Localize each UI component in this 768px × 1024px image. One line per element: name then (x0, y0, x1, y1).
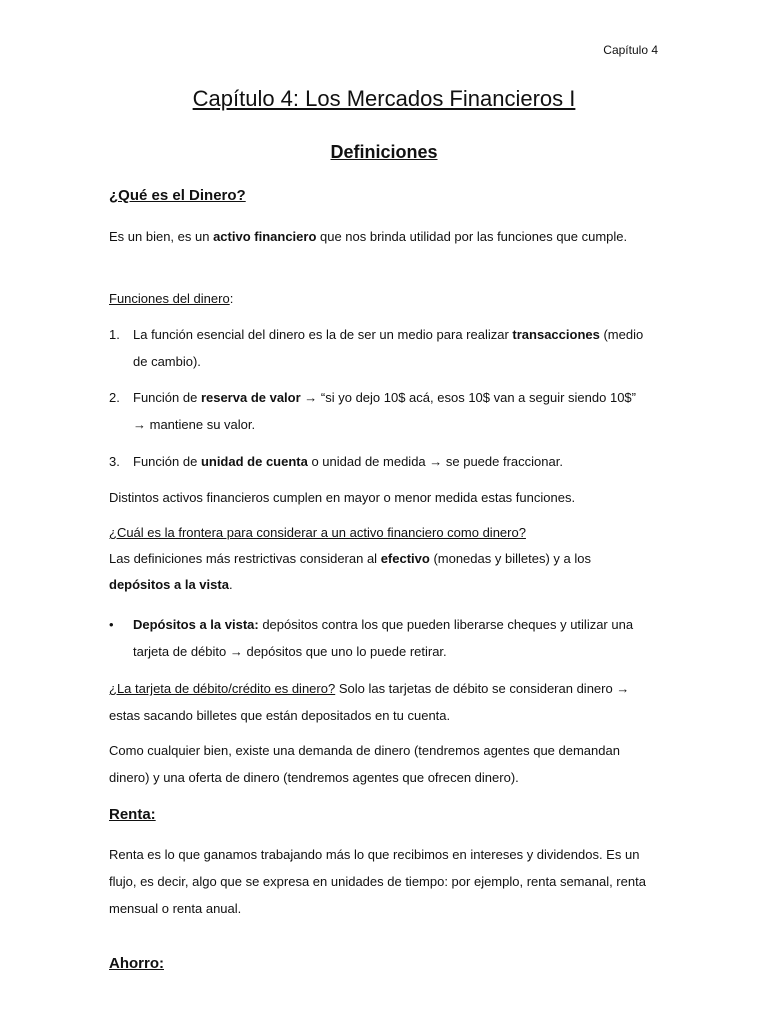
underlined-question: ¿La tarjeta de débito/crédito es dinero? (109, 681, 336, 696)
bold-term: activo financiero (213, 229, 317, 244)
list-number: 3. (109, 454, 120, 469)
text-run: Función de (133, 454, 201, 469)
paragraph-renta: Renta es lo que ganamos trabajando más lo que recibimos en intereses y dividendos. Es un flujo, es decir, algo que se expresa en unidades de tiempo: por ejemplo, renta semanal, renta mensual o renta anual. (109, 847, 646, 916)
list-number: 1. (109, 327, 120, 342)
bold-term: depósitos a la vista (109, 577, 229, 592)
bold-term: transacciones (512, 327, 600, 342)
underlined-question: ¿Cuál es la frontera para considerar a un activo financiero como dinero? (109, 525, 526, 540)
page-title: Capítulo 4: Los Mercados Financieros I (192, 86, 576, 111)
text-run: (medio de cambio). (133, 327, 644, 369)
bold-term: reserva de valor (200, 390, 301, 405)
paragraph-activos: Distintos activos financieros cumplen en mayor o menor medida estas funciones. (109, 490, 576, 505)
heading-que-es-dinero: ¿Qué es el Dinero? (109, 187, 246, 204)
text-run: (monedas y billetes) y a los (429, 551, 591, 566)
text-run: que nos brinda utilidad por las funciones que cumple. (316, 229, 628, 244)
list-item-2 (109, 384, 649, 438)
bold-term: Depósitos a la vista: (133, 617, 259, 632)
text-run: → “si yo dejo 10$ acá, esos 10$ van a seguir siendo 10$” → mantiene su valor. (133, 390, 636, 432)
text-run: Es un bien, es un (109, 229, 214, 244)
text-run: Función de (133, 390, 201, 405)
paragraph-demanda-oferta: Como cualquier bien, existe una demanda de dinero (tendremos agentes que demandan dinero) y una oferta de dinero (tendremos agentes que ofrecen dinero). (109, 743, 620, 785)
paragraph-definicion-dinero (109, 223, 649, 250)
list-number: 2. (109, 390, 120, 405)
section-subtitle: Definiciones (330, 142, 438, 162)
bullet-item-depositos (109, 611, 649, 665)
text-run: Las definiciones más restrictivas consideran al (109, 551, 381, 566)
bold-term: efectivo (380, 551, 430, 566)
heading-renta: Renta: (109, 806, 156, 823)
paragraph-frontera (109, 520, 649, 598)
running-header: Capítulo 4 (603, 43, 658, 57)
text-run: : (229, 291, 234, 306)
text-run: o unidad de medida → se puede fraccionar. (307, 454, 563, 469)
underlined-label: Funciones del dinero (109, 291, 230, 306)
bullet-icon: • (109, 617, 114, 632)
text-run: La función esencial del dinero es la de ser un medio para realizar (133, 327, 513, 342)
funciones-label (109, 285, 649, 312)
list-item-3 (109, 448, 649, 475)
bold-term: unidad de cuenta (200, 454, 308, 469)
heading-ahorro: Ahorro: (109, 955, 164, 972)
text-run: depósitos contra los que pueden liberarse cheques y utilizar una tarjeta de débito → depósitos que uno lo puede retirar. (133, 617, 634, 659)
list-item-1 (109, 321, 649, 375)
text-run: . (228, 577, 233, 592)
text-run: Solo las tarjetas de débito se consideran dinero → estas sacando billetes que están depositados en tu cuenta. (109, 681, 630, 723)
paragraph-tarjeta (109, 675, 649, 729)
